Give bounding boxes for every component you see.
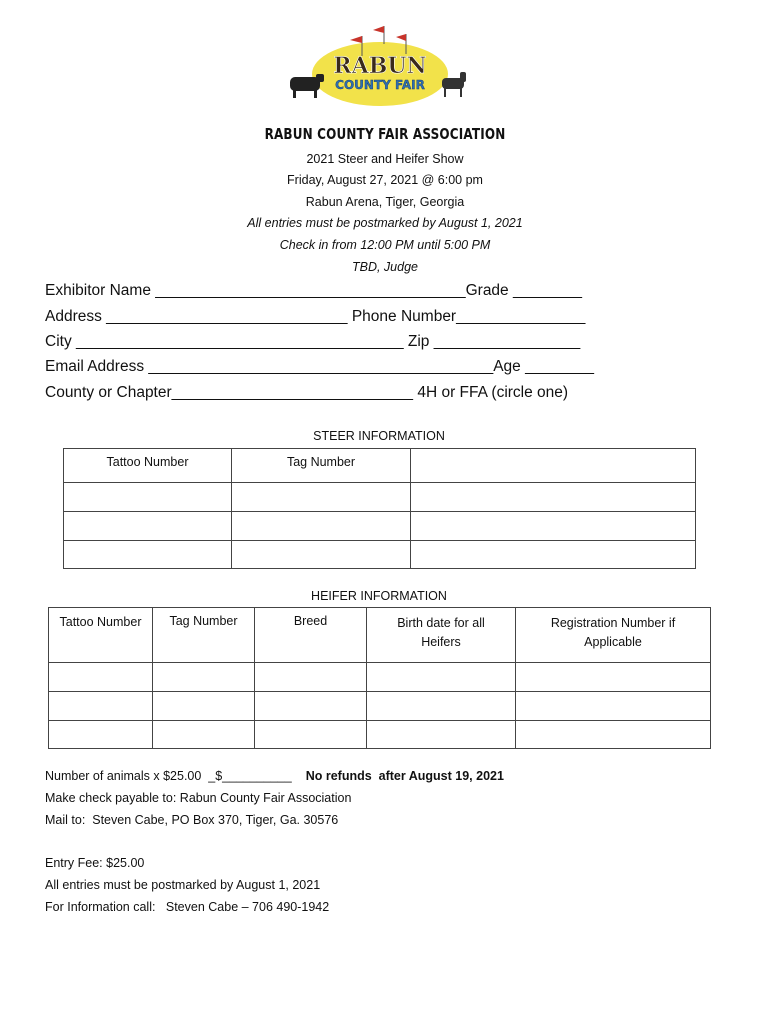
info-contact-line: For Information call: Steven Cabe – 706 490-1942 [45, 900, 330, 914]
table-cell[interactable] [516, 721, 711, 749]
entry-fee-line: Entry Fee: $25.00 [45, 856, 145, 870]
amount-field[interactable]: _$__________ [208, 769, 292, 783]
table-cell[interactable] [232, 483, 411, 512]
table-row [64, 483, 696, 512]
table-cell[interactable] [367, 663, 516, 692]
table-cell[interactable] [153, 721, 255, 749]
table-row [49, 663, 711, 692]
logo-text-county-fair: COUNTY FAIR [335, 78, 425, 92]
table-row [49, 692, 711, 721]
heifer-caption: HEIFER INFORMATION [311, 589, 447, 603]
table-row [49, 721, 711, 749]
check-in-time: Check in from 12:00 PM until 5:00 PM [279, 238, 491, 252]
table-cell[interactable] [411, 483, 696, 512]
table-cell[interactable] [232, 512, 411, 541]
table-cell[interactable] [411, 541, 696, 569]
heifer-header-registration: Registration Number if Applicable [516, 608, 711, 663]
table-cell[interactable] [367, 692, 516, 721]
steer-header-tattoo: Tattoo Number [64, 449, 232, 483]
table-cell[interactable] [255, 721, 367, 749]
table-cell[interactable] [49, 692, 153, 721]
table-cell[interactable] [64, 541, 232, 569]
heifer-table [48, 607, 711, 749]
heifer-header-tag: Tag Number [153, 608, 255, 663]
steer-header-tag: Tag Number [232, 449, 411, 483]
show-location: Rabun Arena, Tiger, Georgia [305, 195, 465, 209]
postmark-line: All entries must be postmarked by August 1, 2021 [45, 878, 321, 892]
association-title: RABUN COUNTY FAIR ASSOCIATION [264, 125, 506, 143]
table-row [64, 541, 696, 569]
table-cell[interactable] [411, 512, 696, 541]
show-date: Friday, August 27, 2021 @ 6:00 pm [287, 173, 483, 187]
rabun-county-fair-logo [284, 22, 474, 106]
payment-line [45, 769, 504, 783]
postmark-notice: All entries must be postmarked by August 1, 2021 [247, 216, 523, 230]
mail-to-line: Mail to: Steven Cabe, PO Box 370, Tiger, Ga. 30576 [45, 813, 339, 827]
table-cell[interactable] [49, 721, 153, 749]
table-cell[interactable] [232, 541, 411, 569]
heifer-header-tattoo: Tattoo Number [49, 608, 153, 663]
heifer-header-birth-date: Birth date for all Heifers [367, 608, 516, 663]
table-cell[interactable] [367, 721, 516, 749]
animals-label: Number of animals x $25.00 [45, 769, 209, 783]
payable-line: Make check payable to: Rabun County Fair Association [45, 791, 352, 805]
exhibitor-name-grade-field[interactable]: Exhibitor Name ____________________________________Grade ________ [45, 282, 582, 299]
city-zip-field[interactable]: City ______________________________________ Zip _________________ [45, 333, 581, 350]
address-phone-field[interactable]: Address ____________________________ Phone Number_______________ [45, 308, 586, 325]
table-row [64, 512, 696, 541]
table-cell[interactable] [64, 512, 232, 541]
table-cell[interactable] [49, 663, 153, 692]
steer-caption: STEER INFORMATION [313, 429, 445, 443]
email-age-field[interactable]: Email Address ________________________________________Age ________ [45, 358, 595, 375]
steer-table [63, 448, 696, 569]
table-cell[interactable] [153, 663, 255, 692]
judge-line: TBD, Judge [351, 260, 418, 274]
logo-text-rabun: RABUN [333, 53, 427, 79]
table-cell[interactable] [516, 692, 711, 721]
table-cell[interactable] [516, 663, 711, 692]
county-chapter-field[interactable]: County or Chapter____________________________ 4H or FFA (circle one) [45, 384, 569, 401]
steer-header-blank [411, 449, 696, 483]
table-cell[interactable] [255, 663, 367, 692]
heifer-header-breed: Breed [255, 608, 367, 663]
show-name: 2021 Steer and Heifer Show [306, 152, 464, 166]
table-cell[interactable] [153, 692, 255, 721]
no-refunds-notice: No refunds after August 19, 2021 [305, 769, 504, 783]
table-cell[interactable] [255, 692, 367, 721]
table-cell[interactable] [64, 483, 232, 512]
